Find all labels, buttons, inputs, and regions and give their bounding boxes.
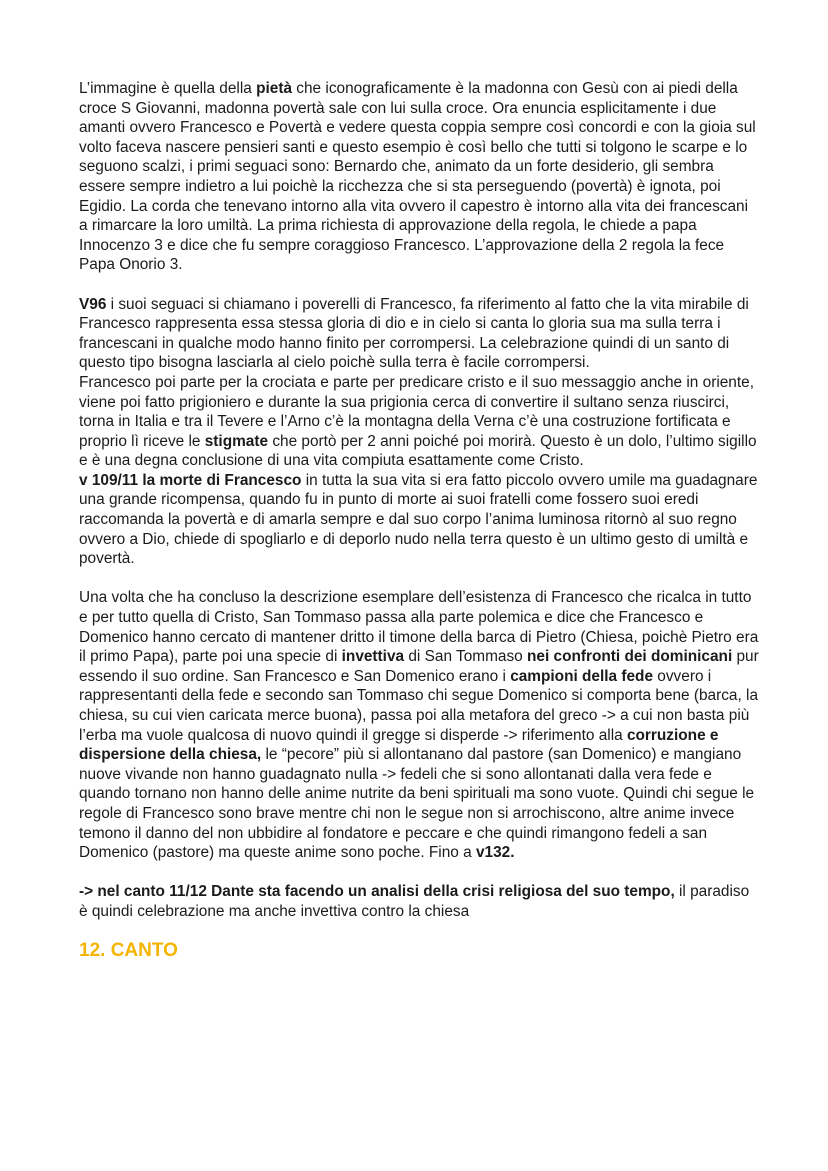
text-run: il paradiso è quindi celebrazione ma anche invettiva contro la chiesa <box>79 883 750 920</box>
text-run: le “pecore” più si allontanano dal pastore (san Domenico) e mangiano nuove vivande non hanno guadagnato nulla -> fedeli che si sono allontanati dalla vera fede e quando tornano non hanno delle anime nutrite da beni spirituali ma sono vuote. Quindi chi segue le regole di Francesco sono brave mentre chi non le segue non si arrochiscono, altre anime invece temono il danno del non ubbidire al fondatore e peccare e che quindi rimangono fedeli a san Domenico (pastore) ma queste anime sono poche. Fino a <box>79 746 755 862</box>
text-run: che portò per 2 anni poiché poi morirà. Questo è un dolo, l’ultimo sigillo e è una degna conclusione di una vita compiuta esattamente come Cristo. <box>79 432 757 470</box>
text-run: in tutta la sua vita si era fatto piccolo ovvero umile ma guadagnare una grande ricompensa, quando fu in punto di morte ai suoi fratelli come fossero suoi eredi raccomanda la povertà e di amarla sempre e dal suo corpo l’anima luminosa ritornò al suo regno ovvero a Dio, chiede di spogliarlo e di deporlo nudo nella terra questo è un ultimo gesto di umiltà e povertà. <box>79 471 758 568</box>
document-body <box>79 79 759 960</box>
bold-run: campioni della fede <box>510 667 654 685</box>
bold-run: stigmate <box>204 432 269 450</box>
text-run: di San Tommaso <box>404 648 527 666</box>
text-run: pur essendo il suo ordine. San Francesco e San Domenico erano i <box>79 648 759 685</box>
bold-run: V96 <box>79 295 107 313</box>
paragraph-gap <box>79 569 759 589</box>
paragraph-crisi-religiosa <box>79 882 759 921</box>
text-run: i suoi seguaci si chiamano i poverelli di Francesco, fa riferimento al fatto che la vita mirabile di Francesco rappresenta essa stessa gloria di dio e in cielo si canta lo gloria sua ma sulla terra i francescani in qualche modo hanno finito per corrompersi. La celebrazione quindi di un santo di questo tipo bisogna lasciarla al cielo poichè sulla terra è facile corrompersi. <box>79 295 749 372</box>
bold-run: nei confronti dei dominicani <box>527 648 733 666</box>
section-heading: 12. CANTO <box>79 939 178 961</box>
text-run: che iconograficamente è la madonna con Gesù con ai piedi della croce S Giovanni, madonna povertà sale con lui sulla croce. Ora enuncia esplicitamente i due amanti ovvero Francesco e Povertà e vedere questa coppia sempre così concordi e con la gioia sul volto faceva nascere pensieri santi e questo esempio è così bello che tutti si tolgono le scarpe e lo seguono scalzi, i primi seguaci sono: Bernardo che, animato da un forte desiderio, gli sembra essere sempre indietro a lui poichè la ricchezza che si sta perseguendo (povertà) è ignota, poi Egidio. La corda che tenevano intorno alla vita ovvero il capestro è intorno alla vita dei francescani a rimarcare la loro umiltà. La prima richiesta di approvazione della regola, le chiede a papa Innocenzo 3 e dice che fu sempre coraggioso Francesco. L’approvazione della 2 regola la fece Papa Onorio 3. <box>79 80 756 274</box>
paragraph-crociata <box>79 373 759 471</box>
bold-run: v132. <box>475 844 515 862</box>
paragraph-gap <box>79 863 759 883</box>
text-run: Francesco poi parte per la crociata e parte per predicare cristo e il suo messaggio anche in oriente, viene poi fatto prigioniero e durante la sua prigionia cerca di convertire il sultano senza riuscirci, torna in Italia e tra il Tevere e l’Arno c’è la montagna della Verna c’è una costruzione fortificata e proprio lì riceve le <box>79 373 754 450</box>
bold-run: v 109/11 la morte di Francesco <box>79 471 302 489</box>
text-run: L’immagine è quella della <box>79 80 257 97</box>
bold-run: -> nel canto 11/12 Dante sta facendo un analisi della crisi religiosa del suo tempo, <box>79 883 675 901</box>
text-run: ovvero i rappresentanti della fede e secondo san Tommaso chi segue Domenico si comporta bene (barca, la chiesa, su cui vien caricata merce buona), passa poi alla metafora del greco -> a cui non basta più l’erba ma vuole qualcosa di nuovo quindi il gregge si disperde -> riferimento alla <box>79 667 759 744</box>
bold-run: invettiva <box>341 648 405 666</box>
bold-run: corruzione e dispersione della chiesa, <box>79 726 719 764</box>
paragraph-pieta <box>79 79 759 275</box>
paragraph-invettiva <box>79 588 759 862</box>
paragraph-v96 <box>79 295 759 373</box>
paragraph-morte-francesco <box>79 471 759 569</box>
text-run: Una volta che ha concluso la descrizione esemplare dell’esistenza di Francesco che ricalca in tutto e per tutto quella di Cristo, San Tommaso passa alla parte polemica e dice che Francesco e Domenico hanno cercato di mantener dritto il timone della barca di Pietro (Chiesa, poichè Pietro era il primo Papa), parte poi una specie di <box>79 589 759 666</box>
paragraph-gap <box>79 275 759 295</box>
bold-run: pietà <box>256 80 293 97</box>
